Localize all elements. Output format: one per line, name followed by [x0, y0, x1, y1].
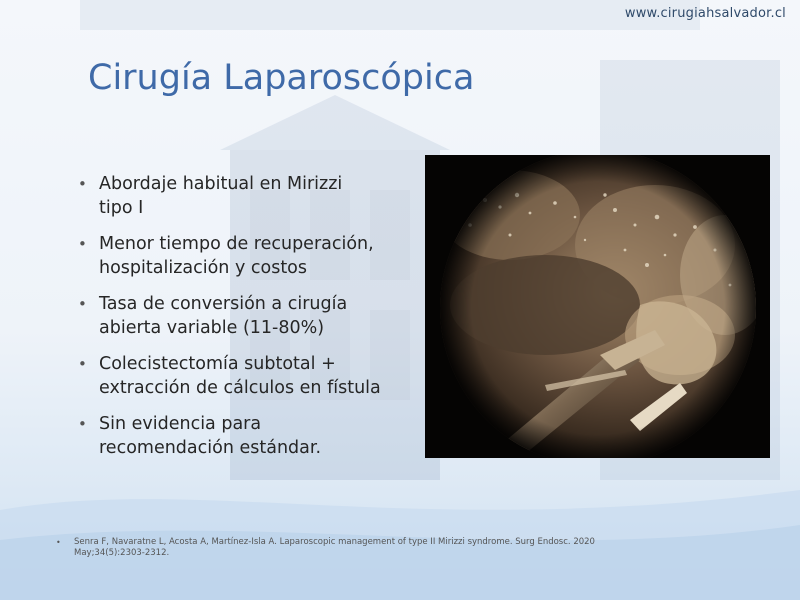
bullet-item	[78, 352, 424, 400]
laparoscopic-surgery-photo	[425, 155, 770, 458]
bullet-icon: •	[78, 355, 87, 373]
bullet-text-line: hospitalización y costos	[99, 258, 308, 278]
bullet-text-line: abierta variable (11-80%)	[99, 318, 325, 338]
bullet-text-line: Colecistectomía subtotal +	[99, 354, 336, 374]
bullet-text-line: tipo I	[99, 198, 144, 218]
bullet-icon: •	[56, 538, 61, 547]
bullet-item	[78, 232, 424, 280]
bullet-item	[78, 292, 424, 340]
bullet-text-line: Tasa de conversión a cirugía	[99, 294, 348, 314]
site-url: www.cirugiahsalvador.cl	[624, 6, 786, 21]
bullet-icon: •	[78, 235, 87, 253]
bullet-item	[78, 412, 424, 460]
bullet-icon: •	[78, 175, 87, 193]
bullet-text-line: extracción de cálculos en fístula	[99, 378, 381, 398]
bullet-text-line: Abordaje habitual en Mirizzi	[99, 174, 343, 194]
background-wave-graphic	[0, 470, 800, 600]
reference-citation	[56, 537, 714, 559]
bullet-item	[78, 172, 424, 220]
bullet-text-line: recomendación estándar.	[99, 438, 322, 458]
bullet-text-line: Sin evidencia para	[99, 414, 262, 434]
reference-line: Senra F, Navaratne L, Acosta A, Martínez-Isla A. Laparoscopic management of type II Mirizzi syndrome. Surg Endosc. 2020	[74, 537, 595, 547]
reference-line: May;34(5):2303-2312.	[74, 548, 170, 558]
bullet-icon: •	[78, 415, 87, 433]
bullet-list	[78, 172, 424, 472]
bullet-icon: •	[78, 295, 87, 313]
bullet-text-line: Menor tiempo de recuperación,	[99, 234, 374, 254]
slide-title: Cirugía Laparoscópica	[88, 58, 475, 98]
